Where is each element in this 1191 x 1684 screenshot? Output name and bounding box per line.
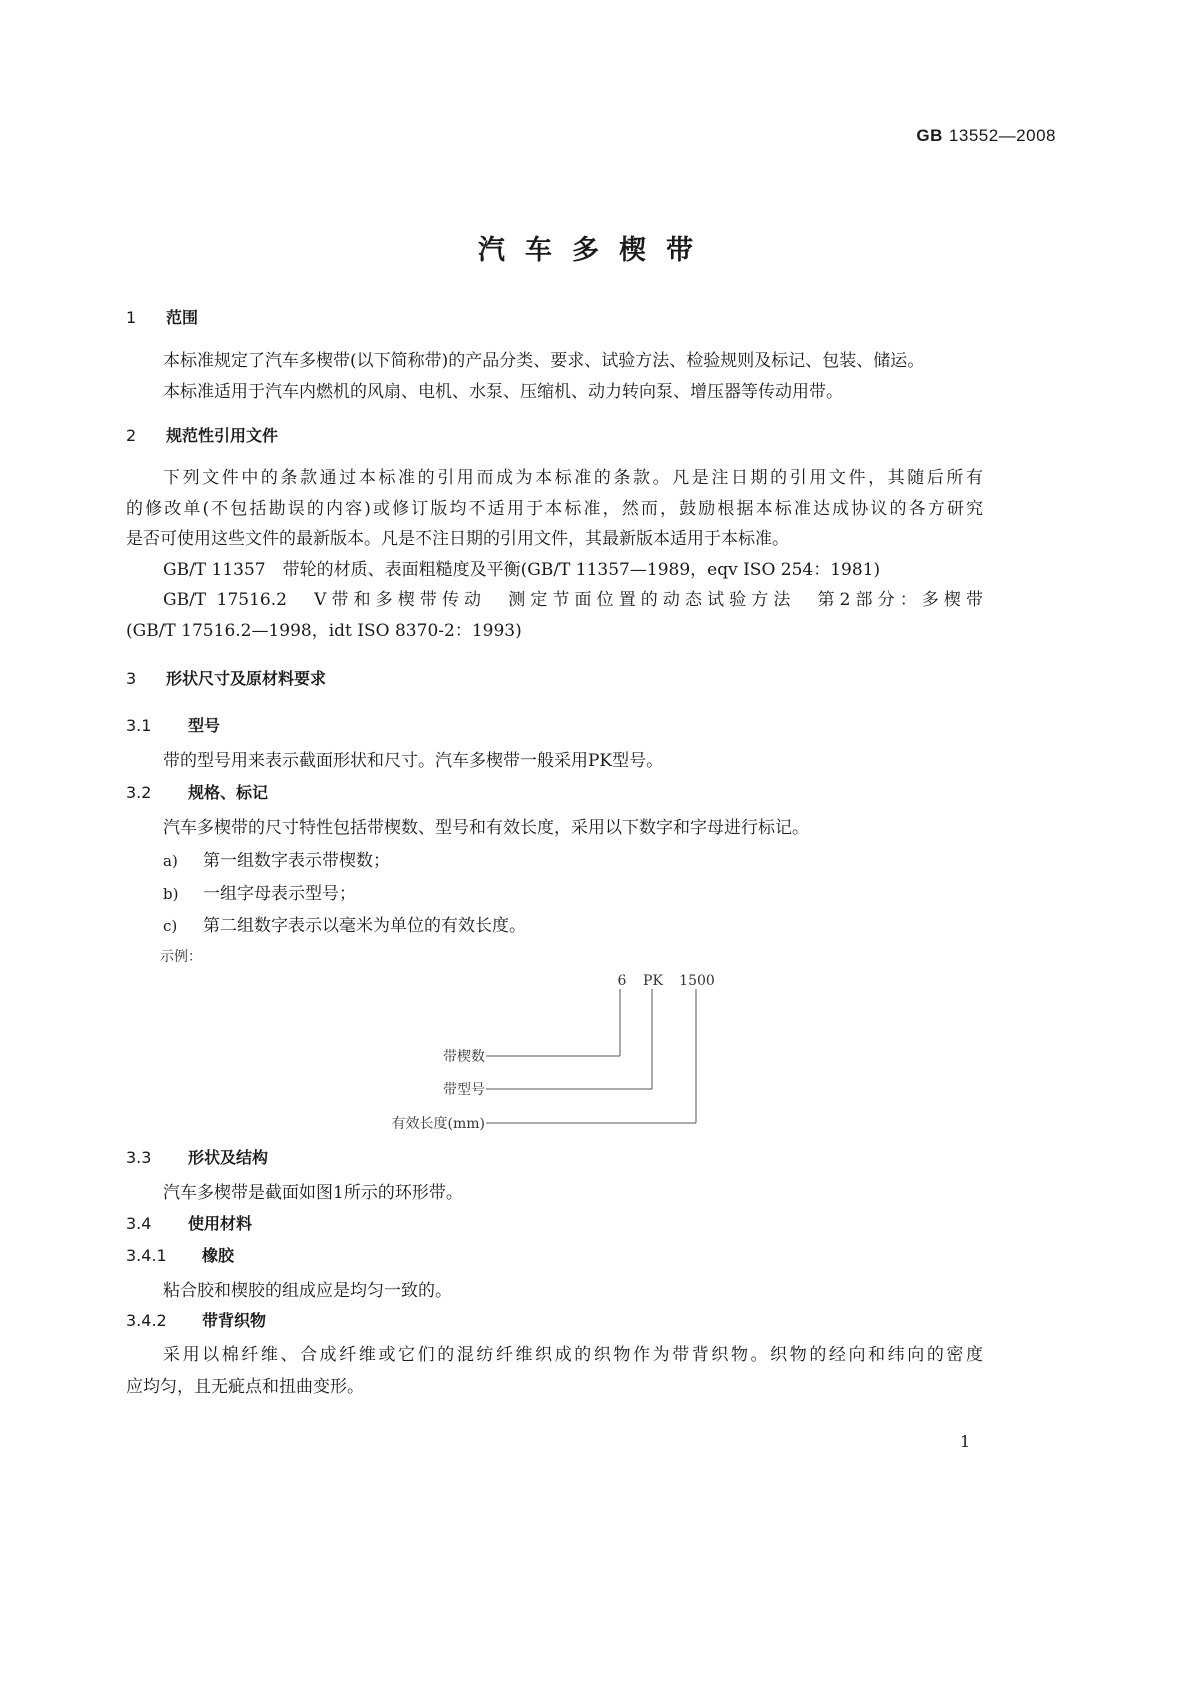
- list-marker: a): [163, 852, 178, 870]
- reference-gbt-17516-line-1: GB/T 17516.2 V带和多楔带传动 测定节面位置的动态试验方法 第2部分：多楔带: [163, 590, 983, 610]
- standard-prefix: GB: [916, 126, 943, 145]
- section-1-para-1: 本标准规定了汽车多楔带(以下简称带)的产品分类、要求、试验方法、检验规则及标记、包装、储运。: [163, 351, 925, 371]
- section-3-4-2-para-line-2: 应均匀，且无疵点和扭曲变形。: [126, 1377, 364, 1397]
- section-title: 带背织物: [202, 1311, 267, 1330]
- example-type: PK: [643, 973, 663, 989]
- label-wedge-count: 带楔数: [443, 1049, 485, 1065]
- list-item-b: [163, 879, 356, 904]
- list-marker: c): [163, 917, 178, 935]
- section-3-4-1-para: 粘合胶和楔胶的组成应是均匀一致的。: [163, 1281, 452, 1301]
- list-text: 一组字母表示型号；: [203, 884, 356, 904]
- section-3-1-heading: [126, 713, 220, 736]
- list-marker: b): [163, 885, 179, 903]
- section-2-para-line-3: 是否可使用这些文件的最新版本。凡是不注日期的引用文件，其最新版本适用于本标准。: [126, 529, 789, 549]
- section-3-2-heading: [126, 780, 268, 803]
- list-item-a: [163, 846, 390, 871]
- list-text: 第二组数字表示以毫米为单位的有效长度。: [203, 916, 526, 936]
- document-title: 汽车多楔带: [478, 235, 713, 266]
- section-title: 使用材料: [188, 1214, 253, 1233]
- section-3-heading: [126, 666, 326, 689]
- section-number: 3.2: [126, 783, 152, 802]
- section-2-para-line-1: 下列文件中的条款通过本标准的引用而成为本标准的条款。凡是注日期的引用文件，其随后所有: [163, 468, 983, 488]
- section-number: 3: [126, 669, 137, 688]
- section-number: 3.1: [126, 716, 152, 735]
- section-3-3-heading: [126, 1145, 268, 1168]
- section-1-para-2: 本标准适用于汽车内燃机的风扇、电机、水泵、压缩机、动力转向泵、增压器等传动用带。: [163, 382, 843, 402]
- label-effective-length: 有效长度(mm): [391, 1116, 485, 1132]
- section-2-heading: [126, 423, 278, 446]
- label-belt-type: 带型号: [443, 1082, 485, 1098]
- section-number: 3.4: [126, 1214, 152, 1233]
- marking-example-diagram: [360, 965, 780, 1140]
- example-wedge-count: 6: [617, 973, 627, 989]
- section-3-4-2-heading: [126, 1308, 266, 1331]
- section-number: 3.4.1: [126, 1246, 167, 1265]
- section-3-4-heading: [126, 1211, 252, 1234]
- section-title: 规格、标记: [188, 783, 269, 802]
- section-title: 形状及结构: [188, 1148, 269, 1167]
- section-number: 1: [126, 308, 137, 327]
- section-title: 范围: [166, 308, 199, 327]
- section-3-4-2-para-line-1: 采用以棉纤维、合成纤维或它们的混纺纤维织成的织物作为带背织物。织物的经向和纬向的密度: [163, 1345, 983, 1365]
- section-number: 2: [126, 426, 137, 445]
- reference-gbt-11357: GB/T 11357 带轮的材质、表面粗糙度及平衡(GB/T 11357—1989，eqv ISO 254：1981): [163, 560, 881, 580]
- standard-code: [916, 126, 1056, 146]
- section-2-para-line-2: 的修改单(不包括勘误的内容)或修订版均不适用于本标准，然而，鼓励根据本标准达成协议的各方研究: [126, 499, 983, 519]
- section-title: 橡胶: [202, 1246, 235, 1265]
- section-title: 型号: [188, 716, 221, 735]
- example-length: 1500: [679, 973, 715, 989]
- section-3-3-para: 汽车多楔带是截面如图1所示的环形带。: [163, 1183, 463, 1203]
- example-label: 示例：: [160, 949, 202, 965]
- section-title: 规范性引用文件: [166, 426, 279, 445]
- section-1-heading: [126, 305, 198, 328]
- section-3-1-para: 带的型号用来表示截面形状和尺寸。汽车多楔带一般采用PK型号。: [163, 751, 664, 771]
- section-3-4-1-heading: [126, 1243, 234, 1266]
- list-item-c: [163, 911, 526, 936]
- section-3-2-para: 汽车多楔带的尺寸特性包括带楔数、型号和有效长度，采用以下数字和字母进行标记。: [163, 818, 809, 838]
- section-title: 形状尺寸及原材料要求: [166, 669, 327, 688]
- page-number: 1: [960, 1432, 971, 1451]
- list-text: 第一组数字表示带楔数；: [203, 851, 390, 871]
- standard-number: 13552—2008: [948, 126, 1056, 145]
- section-number: 3.4.2: [126, 1311, 167, 1330]
- section-number: 3.3: [126, 1148, 152, 1167]
- reference-gbt-17516-line-2: (GB/T 17516.2—1998，idt ISO 8370-2：1993): [126, 621, 522, 641]
